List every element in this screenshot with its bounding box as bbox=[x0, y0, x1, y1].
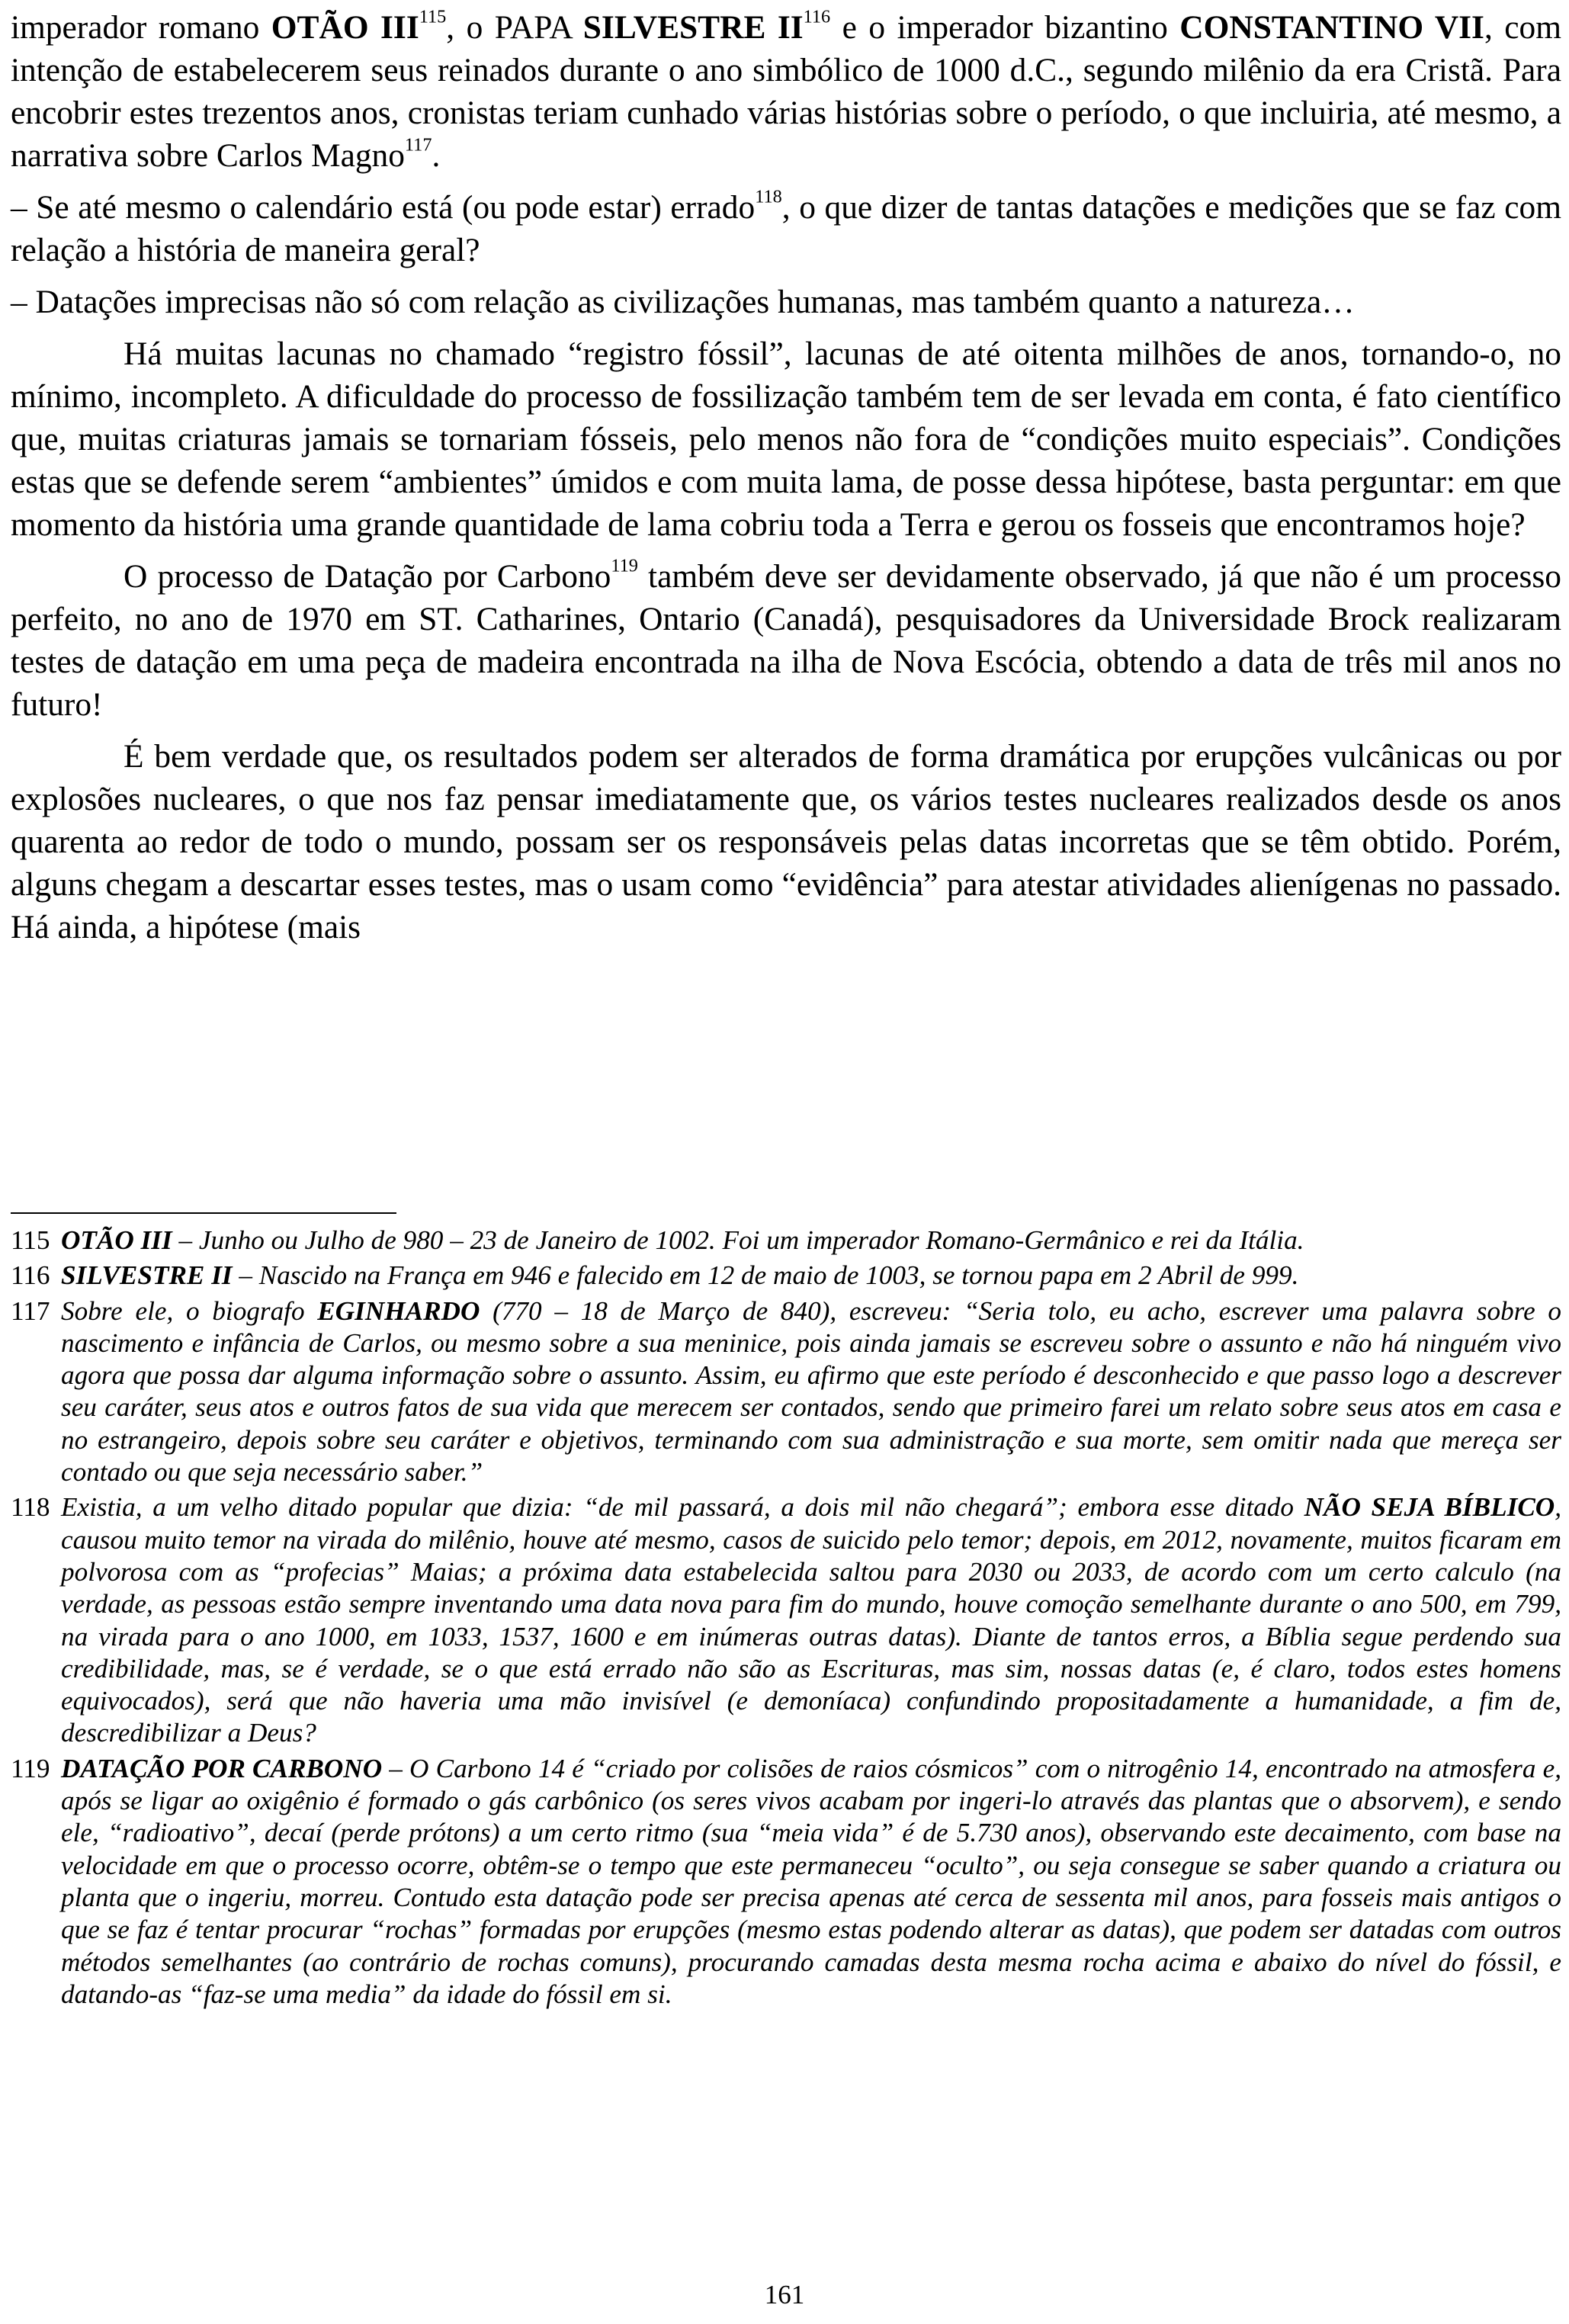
footnote-117-body-a: Sobre ele, o biografo bbox=[61, 1295, 318, 1326]
name-silvestre-ii: SILVESTRE II bbox=[582, 9, 804, 46]
paragraph-1 bbox=[11, 6, 1561, 177]
footnote-text bbox=[61, 1753, 1561, 2011]
footnote-116-body: – Nascido na França em 946 e falecido em 12 de maio de 1003, se tornou papa em 2 Abril de 999. bbox=[232, 1260, 1299, 1291]
footnote-116 bbox=[11, 1260, 1561, 1292]
paragraph-2 bbox=[11, 186, 1561, 271]
paragraph-2-text-a: – Se até mesmo o calendário está (ou pode estar) errado bbox=[11, 189, 756, 226]
footnote-text bbox=[61, 1225, 1561, 1257]
footnote-number: 116 bbox=[11, 1260, 50, 1291]
footnote-number: 117 bbox=[11, 1295, 50, 1326]
footnote-ref-119[interactable]: 119 bbox=[611, 555, 638, 576]
footnote-118 bbox=[11, 1491, 1561, 1749]
paragraph-4: Há muitas lacunas no chamado “registro fóssil”, lacunas de até oitenta milhões de anos, tornando-o, no mínimo, incompleto. A dificuldade do processo de fossilização também tem de ser levada em conta, é fato científico que, muitas criaturas jamais se tornariam fósseis, pelo menos não fora de “condições muito especiais”. Condições estas que se defende serem “ambientes” úmidos e com muita lama, de posse dessa hipótese, basta perguntar: em que momento da história uma grande quantidade de lama cobriu toda a Terra e gerou os fosseis que encontramos hoje? bbox=[11, 335, 1561, 543]
paragraph-1-text-a: imperador romano bbox=[11, 9, 271, 46]
paragraph-1-text-e: . bbox=[432, 137, 441, 174]
footnote-ref-117[interactable]: 117 bbox=[404, 134, 432, 156]
paragraph-5-text-b: também deve ser devidamente observado, já que não é um processo perfeito, no ano de 1970 em ST. Catharines, Ontario (Canadá), pesquisadores da Universidade Brock realizaram testes de datação em uma peça de madeira encontrada na ilha de Nova Escócia, obtendo a data de três mil anos no futuro! bbox=[11, 558, 1561, 723]
footnotes bbox=[11, 1225, 1561, 2014]
footnote-ref-118[interactable]: 118 bbox=[755, 186, 782, 207]
footnote-115-body: – Junho ou Julho de 980 – 23 de Janeiro de 1002. Foi um imperador Romano-Germânico e rei da Itália. bbox=[172, 1225, 1304, 1255]
page-number: 161 bbox=[764, 2280, 805, 2310]
footnote-number: 118 bbox=[11, 1492, 50, 1523]
footnote-116-name: SILVESTRE II bbox=[61, 1260, 233, 1291]
paragraph-3: – Datações imprecisas não só com relação as civilizações humanas, mas também quanto a natureza… bbox=[11, 284, 1355, 320]
footnote-119-body: – O Carbono 14 é “criado por colisões de raios cósmicos” com o nitrogênio 14, encontrado na atmosfera e, após se ligar ao oxigênio é formado o gás carbônico (os seres vivos acabam por ingeri-lo através das plantas que o absorvem), e sendo ele, “radioativo”, decaí (perde prótons) a um certo ritmo (sua “meia vida” é de 5.730 anos), observando este decaimento, com base na velocidade em que o processo ocorre, obtêm-se o tempo que este permaneceu “oculto”, ou seja consegue se saber quando a criatura ou planta que o ingeriu, morreu. Contudo esta datação pode ser precisa apenas até cerca de sessenta mil anos, para fosseis mais antigos o que se faz é tentar procurar “rochas” formadas por erupções (mesmo estas podendo alterar as datas), que podem ser datadas com outros métodos semelhantes (ao contrário de rochas comuns), procurando camadas desta mesma rocha acima e abaixo do nível do fóssil, e datando-as “faz-se uma media” da idade do fóssil em si. bbox=[61, 1753, 1561, 2009]
paragraph-1-text-b: , o PAPA bbox=[446, 9, 583, 46]
paragraph-5-text-a: O processo de Datação por Carbono bbox=[124, 558, 611, 595]
footnote-119-name: DATAÇÃO POR CARBONO bbox=[61, 1753, 383, 1783]
footnote-117-body-b: (770 – 18 de Março de 840), escreveu: “Seria tolo, eu acho, escrever uma palavra sobre o nascimento e infância de Carlos, ou mesmo sobre a sua meninice, pois ainda jamais se escreveu sobre o assunto e não há ninguém vivo agora que possa dar alguma informação sobre o assunto. Assim, eu afirmo que este período é desconhecido e que passo logo a descrever seu caráter, seus atos e outros fatos de sua vida que merecem ser contados, sendo que primeiro farei um relato sobre seus atos em casa e no estrangeiro, depois sobre seu caráter e objetivos, terminando com sua administração e sua morte, sem omitir nada que mereça ser contado ou que seja necessário saber.” bbox=[61, 1295, 1561, 1488]
paragraph-1-text-d: , com intenção de estabelecerem seus reinados durante o ano simbólico de 1000 d.C., segundo milênio da era Cristã. Para encobrir estes trezentos anos, cronistas teriam cunhado várias histórias sobre o período, o que incluiria, até mesmo, a narrativa sobre Carlos Magno bbox=[11, 9, 1561, 174]
paragraph-5 bbox=[11, 555, 1561, 726]
footnote-118-body-b: , causou muito temor na virada do milênio, houve até mesmo, casos de suicido pelo temor; depois, em 2012, novamente, muitos ficaram em polvorosa com as “profecias” Maias; a próxima data estabelecida saltou para 2030 ou 2033, de acordo com um certo calculo (na verdade, as pessoas estão sempre inventando uma data nova para fim do mundo, houve comoção semelhante durante o ano 500, em 799, na virada para o ano 1000, em 1033, 1537, 1600 e em inúmeras outras datas). Diante de tantos erros, a Bíblia segue perdendo sua credibilidade, mas, se é verdade, se o que está errado não são as Escrituras, mas sim, nossas datas (e, é claro, todos estes homens equivocados), será que não haveria uma mão invisível (e demoníaca) confundindo propositadamente a humanidade, a fim de, descredibilizar a Deus? bbox=[61, 1492, 1561, 1748]
footnote-number: 115 bbox=[11, 1225, 50, 1255]
footnote-ref-116[interactable]: 116 bbox=[803, 6, 831, 27]
footnote-119 bbox=[11, 1753, 1561, 2011]
paragraph-6: É bem verdade que, os resultados podem ser alterados de forma dramática por erupções vulcânicas ou por explosões nucleares, o que nos faz pensar imediatamente que, os vários testes nucleares realizados desde os anos quarenta ao redor de todo o mundo, possam ser os responsáveis pelas datas incorretas que se têm obtido. Porém, alguns chegam a descartar esses testes, mas o usam como “evidência” para atestar atividades alienígenas no passado. Há ainda, a hipótese (mais bbox=[11, 738, 1561, 945]
footnote-115-name: OTÃO III bbox=[61, 1225, 172, 1255]
footnote-separator bbox=[11, 1212, 396, 1214]
footnote-117-name: EGINHARDO bbox=[317, 1295, 480, 1326]
footnote-118-body-a: Existia, a um velho ditado popular que dizia: “de mil passará, a dois mil não chegará”; embora esse ditado bbox=[61, 1492, 1304, 1523]
paragraph-2-text-b: , o que dizer de tantas datações e medições que se faz com relação a história de maneira geral? bbox=[11, 189, 1561, 268]
footnote-115 bbox=[11, 1225, 1561, 1257]
name-otao-iii: OTÃO III bbox=[271, 9, 419, 46]
name-constantino-vii: CONSTANTINO VII bbox=[1179, 9, 1484, 46]
footnote-text bbox=[61, 1295, 1561, 1489]
main-text bbox=[11, 6, 1561, 958]
footnote-117 bbox=[11, 1295, 1561, 1489]
footnote-text bbox=[61, 1491, 1561, 1749]
footnote-ref-115[interactable]: 115 bbox=[419, 6, 447, 27]
paragraph-1-text-c: e o imperador bizantino bbox=[830, 9, 1180, 46]
footnote-text bbox=[61, 1260, 1561, 1292]
footnote-118-emphasis: NÃO SEJA BÍBLICO bbox=[1304, 1492, 1555, 1523]
footnote-number: 119 bbox=[11, 1753, 50, 1783]
